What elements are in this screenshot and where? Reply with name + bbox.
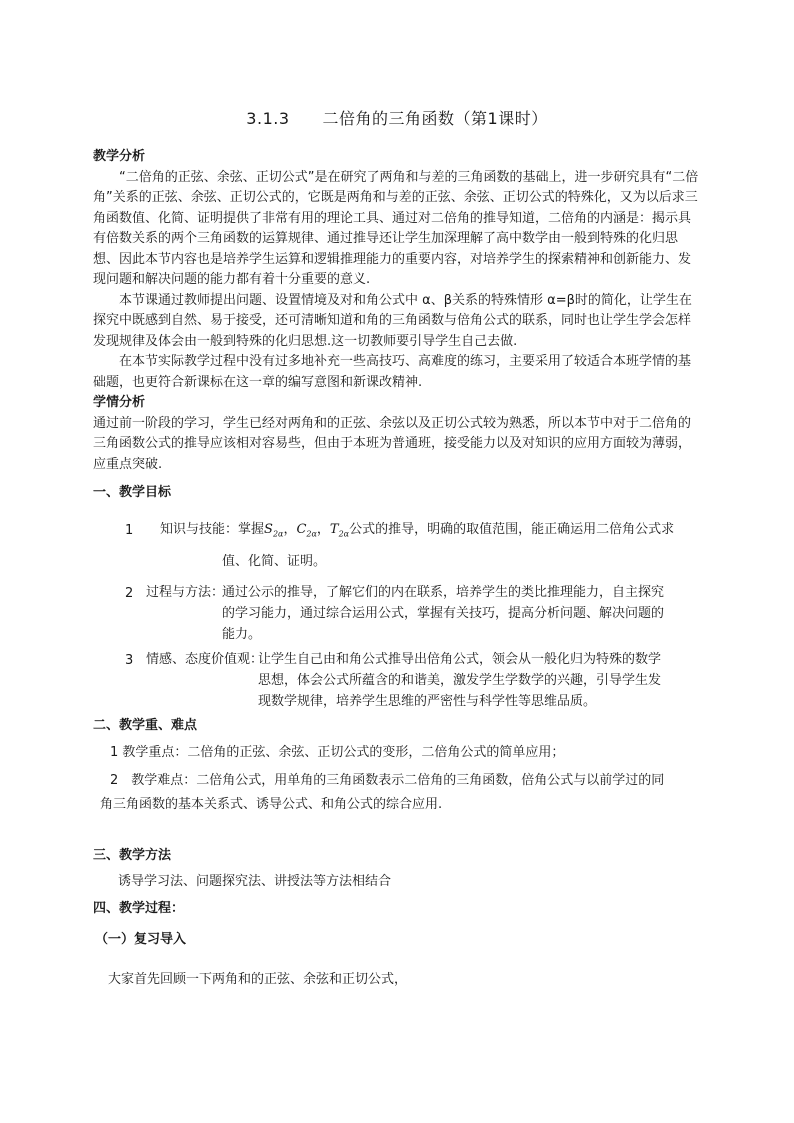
goal-3-line-3: 现数学规律，培养学生思维的严密性与科学性等思维品质。 [258,694,597,709]
key-point-2-line-1: 2 教学难点：二倍角公式，用单角的三角函数表示二倍角的三角函数，倍角公式与以前学过的同 [110,773,665,788]
formula-c2a: $C_{2\alpha}$ [296,522,317,539]
student-analysis-heading: 学情分析 [93,395,146,410]
student-analysis-text: 通过前一阶段的学习，学生已经对两角和的正弦、余弦以及正切公式较为熟悉，所以本节中对于二倍角的三角函数公式的推导应该相对容易些，但由于本班为普通班，接受能力以及对知识的应用方面较为薄弱，应重点突破. [93,415,692,472]
goal-2-number: 2 [125,586,134,601]
key-point-2-line-2: 角三角函数的基本关系式、诱导公式、和角公式的综合应用. [100,797,443,812]
methods-text: 诱导学习法、问题探究法、讲授法等方法相结合 [118,874,392,889]
formula-t2a: $T_{2\alpha}$ [329,522,350,539]
key-point-1: 1 教学重点：二倍角的正弦、余弦、正切公式的变形，二倍角公式的简单应用； [110,745,565,760]
process-sub-heading: （一）复习导入 [95,932,187,947]
goal-2-line-3: 能力。 [222,627,262,642]
goal-3-label: 情感、态度价值观： [146,652,264,667]
teaching-analysis-section [93,147,703,475]
goal-1-line-1: 知识与技能：掌握$S_{2\alpha}$，$C_{2\alpha}$，$T_{2\alpha}$公式的推导，明确的取值范围，能正确运用二倍角公式求 [160,522,675,539]
formula-s2a: $S_{2\alpha}$ [264,522,284,539]
process-text: 大家首先回顾一下两角和的正弦、余弦和正切公式， [108,972,408,987]
methods-heading: 三、教学方法 [93,848,172,863]
page-title: 3.1.3 二倍角的三角函数（第1课时） [246,109,548,128]
teaching-analysis-paragraph-3: 在本节实际教学过程中没有过多地补充一些高技巧、高难度的练习，主要采用了较适合本班学情的基础题，也更符合新课标在这一章的编写意图和新课改精神. [93,354,692,390]
goal-1-line-2: 值、化简、证明。 [222,554,327,569]
teaching-analysis-paragraph-1: “二倍角的正弦、余弦、正切公式”是在研究了两角和与差的三角函数的基础上，进一步研究具有“二倍角”关系的正弦、余弦、正切公式的，它既是两角和与差的正弦、余弦、正切公式的特殊化，又为以后求三角函数值、化简、证明提供了非常有用的理论工具、通过对二倍角的推导知道，二倍角的内涵是：揭示具有倍数关系的两个三角函数的运算规律、通过推导还让学生加深理解了高中数学由一般到特殊的化归思想、因此本节内容也是培养学生运算和逻辑推理能力的重要内容，对培养学生的探索精神和创新能力、发现问题和解决问题的能力都有着十分重要的意义. [93,169,699,287]
goal-1-number: 1 [125,523,134,538]
teaching-analysis-paragraph-2: 本节课通过教师提出问题、设置情境及对和角公式中 α、β关系的特殊情形 α=β时的简化，让学生在探究中既感到自然、易于接受，还可清晰知道和角的三角函数与倍角公式的联系，同时也让学生学会怎样发现规律及体会由一般到特殊的化归思想.这一切教师要引导学生自己去做. [93,292,692,349]
goal-3-number: 3 [125,653,134,668]
key-points-heading: 二、教学重、难点 [93,718,198,733]
goal-1-label: 知识与技能： [160,522,239,537]
goal-2-label: 过程与方法： [146,585,225,600]
goal-2-line-1: 通过公示的推导，了解它们的内在联系，培养学生的类比推理能力，自主探究 [222,585,665,600]
teaching-analysis-heading: 教学分析 [93,149,146,164]
goal-3-line-2: 思想，体会公式所蕴含的和谐美，激发学生学数学的兴趣，引导学生发 [258,673,662,688]
goal-3-line-1: 让学生自己由和角公式推导出倍角公式，领会从一般化归为特殊的数学 [258,652,662,667]
goals-heading: 一、教学目标 [93,485,172,500]
process-heading: 四、教学过程： [93,901,185,916]
goal-2-line-2: 的学习能力，通过综合运用公式，掌握有关技巧，提高分析问题、解决问题的 [222,606,665,621]
